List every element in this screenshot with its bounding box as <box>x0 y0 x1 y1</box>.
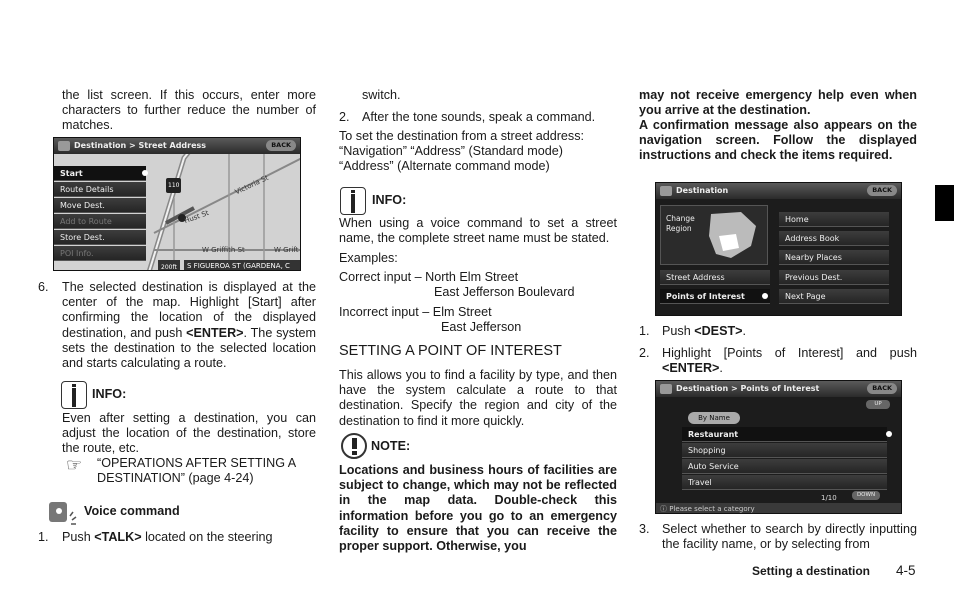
enter-key-label: <ENTER> <box>186 325 244 340</box>
screen-title: Destination > Points of Interest <box>676 384 820 393</box>
menu-item-route-details[interactable]: Route Details <box>54 182 146 197</box>
step-1-number: 1. <box>38 530 49 544</box>
list-item-travel[interactable]: Travel <box>682 475 887 490</box>
step-6-text-b: . The system sets the destination to the selected location and starts calculating a route. <box>62 325 317 371</box>
footer-section: Setting a destination <box>752 564 871 578</box>
step-2-text: After the tone sounds, speak a command. <box>362 110 596 124</box>
step-6-number: 6. <box>38 280 49 294</box>
map-label-griffith: W Griffith St <box>202 246 245 254</box>
menu-item-street-address[interactable]: Street Address <box>660 270 770 285</box>
map-label-victoria: Victoria St <box>233 173 270 197</box>
enter-key-label: <ENTER> <box>662 361 720 376</box>
step-3-number: 3. <box>639 522 650 536</box>
info-title: INFO: <box>92 387 127 401</box>
info-title: INFO: <box>372 193 407 207</box>
screen-title: Destination > Street Address <box>74 141 207 150</box>
info-text: When using a voice command to set a street name, the complete street name must be stated. <box>339 216 617 246</box>
step-1-text <box>662 324 746 339</box>
navi-logo-icon <box>58 141 70 151</box>
step-2-text-b: . <box>719 361 723 376</box>
street-address-screen <box>53 137 301 271</box>
poi-description: This allows you to find a facility by type, and then have the system calculate a route to that destination. Specify the region and city of the destination to find it more quickly. <box>339 368 617 428</box>
step-6-text <box>62 280 316 371</box>
talk-key-label: <TALK> <box>94 530 142 544</box>
incorrect-input-2: East Jefferson <box>441 320 522 334</box>
menu-item-add-to-route[interactable]: Add to Route <box>54 214 146 229</box>
voice-command-title: Voice command <box>84 504 180 518</box>
paragraph-continued: the list screen. If this occurs, enter more characters to further reduce the number of matches. <box>62 88 316 133</box>
column-3 <box>625 0 935 608</box>
step-1-text-b: . <box>742 324 747 338</box>
step-1-continued: switch. <box>362 88 401 102</box>
voice-command-1: “Navigation” “Address” (Standard mode) <box>339 144 563 158</box>
screen-title-bar <box>656 381 901 397</box>
step-1-text-b: located on the steering <box>141 530 273 544</box>
chapter-tab <box>935 185 954 221</box>
map-label-grift: W Grift <box>274 246 299 254</box>
screen-title-bar <box>656 183 901 199</box>
change-region-map[interactable] <box>660 205 768 265</box>
note-text-continued: may not receive emergency help even when you arrive at the destination. <box>639 88 917 118</box>
page-number: 4-5 <box>896 563 916 578</box>
menu-item-next-page[interactable]: Next Page <box>779 289 889 304</box>
menu-item-address-book[interactable]: Address Book <box>779 231 889 246</box>
cursor-dot <box>886 431 892 437</box>
menu-item-start[interactable]: Start <box>54 166 146 181</box>
step-1-text-a: Push <box>662 324 695 338</box>
status-text: Please select a category <box>669 505 755 513</box>
correct-input-1: Correct input – North Elm Street <box>339 270 519 284</box>
section-heading: SETTING A POINT OF INTEREST <box>339 343 562 359</box>
screen-title-bar <box>54 138 300 154</box>
list-item-restaurant[interactable]: Restaurant <box>682 427 887 442</box>
step-2-number: 2. <box>639 346 650 360</box>
points-of-interest-screen <box>655 380 902 514</box>
reference-text: “OPERATIONS AFTER SETTING A DESTINATION” (page 4-24) <box>97 456 296 486</box>
scroll-down-button[interactable]: DOWN <box>852 491 880 500</box>
back-button[interactable]: BACK <box>867 185 897 196</box>
menu-item-poi-info[interactable]: POI Info. <box>54 246 146 261</box>
navi-logo-icon <box>660 186 672 196</box>
info-icon <box>61 381 87 409</box>
step-1-number: 1. <box>639 324 650 338</box>
street-name-bar: S FIGUEROA ST (GARDENA, C <box>184 260 301 271</box>
step-1-text-a: Push <box>62 530 95 544</box>
warning-icon <box>341 433 367 459</box>
map-label-hust: Hust St <box>183 208 210 226</box>
status-bar <box>656 503 902 514</box>
correct-input-2: East Jefferson Boulevard <box>434 285 575 299</box>
list-item-auto-service[interactable]: Auto Service <box>682 459 887 474</box>
highway-shield-icon: 110 <box>166 178 181 193</box>
cursor-dot <box>762 293 768 299</box>
column-2 <box>330 0 625 608</box>
back-button[interactable]: BACK <box>266 140 296 151</box>
scale-indicator: 200ft <box>158 260 180 271</box>
note-text: Locations and business hours of facilities are subject to change, which may not be reflected in the map data. Double-check this information before you go to an emergency facility to ensure that you can receive the proper support. Otherwise, you <box>339 463 617 554</box>
reference-hand-icon: ☞ <box>66 455 83 475</box>
step-2-text <box>662 346 917 376</box>
incorrect-input-1: Incorrect input – Elm Street <box>339 305 492 319</box>
step-3-text: Select whether to search by directly inputting the facility name, or by selecting from <box>662 522 917 552</box>
voice-command-icon <box>48 500 78 526</box>
confirmation-note: A confirmation message also appears on the navigation screen. Follow the displayed instructions and check the items required. <box>639 118 917 163</box>
menu-item-move-dest[interactable]: Move Dest. <box>54 198 146 213</box>
voice-command-2: “Address” (Alternate command mode) <box>339 159 550 173</box>
menu-item-nearby-places[interactable]: Nearby Places <box>779 250 889 265</box>
step-2-number: 2. <box>339 110 350 124</box>
menu-item-previous-dest[interactable]: Previous Dest. <box>779 270 889 285</box>
change-region-label: Change Region <box>666 214 695 233</box>
destination-menu-screen <box>655 182 902 316</box>
scroll-up-button[interactable]: UP <box>866 400 890 409</box>
navi-logo-icon <box>660 384 672 394</box>
info-icon <box>340 187 366 215</box>
info-text: Even after setting a destination, you can adjust the location of the destination, store the route, etc. <box>62 411 316 456</box>
menu-item-points-of-interest[interactable]: Points of Interest <box>660 289 770 304</box>
address-intro: To set the destination from a street address: <box>339 129 585 143</box>
step-1-text <box>62 530 316 545</box>
step-2-text-a: Highlight [Points of Interest] and push <box>662 346 917 360</box>
page-indicator: 1/10 <box>821 494 837 502</box>
list-item-shopping[interactable]: Shopping <box>682 443 887 458</box>
note-title: NOTE: <box>371 439 411 453</box>
dest-key-label: <DEST> <box>694 324 743 338</box>
screen-title: Destination <box>676 186 729 195</box>
info-icon: ⓘ <box>660 505 670 513</box>
back-button[interactable]: BACK <box>867 383 897 394</box>
cursor-dot <box>142 170 148 176</box>
column-1 <box>0 0 330 608</box>
by-name-button[interactable]: By Name <box>688 412 740 424</box>
step-6-text-a: The selected destination is displayed at the center of the map. Highlight [Start] after confirming the location of the displayed destination, and push <box>62 280 316 340</box>
examples-label: Examples: <box>339 251 398 265</box>
menu-item-home[interactable]: Home <box>779 212 889 227</box>
menu-item-store-dest[interactable]: Store Dest. <box>54 230 146 245</box>
